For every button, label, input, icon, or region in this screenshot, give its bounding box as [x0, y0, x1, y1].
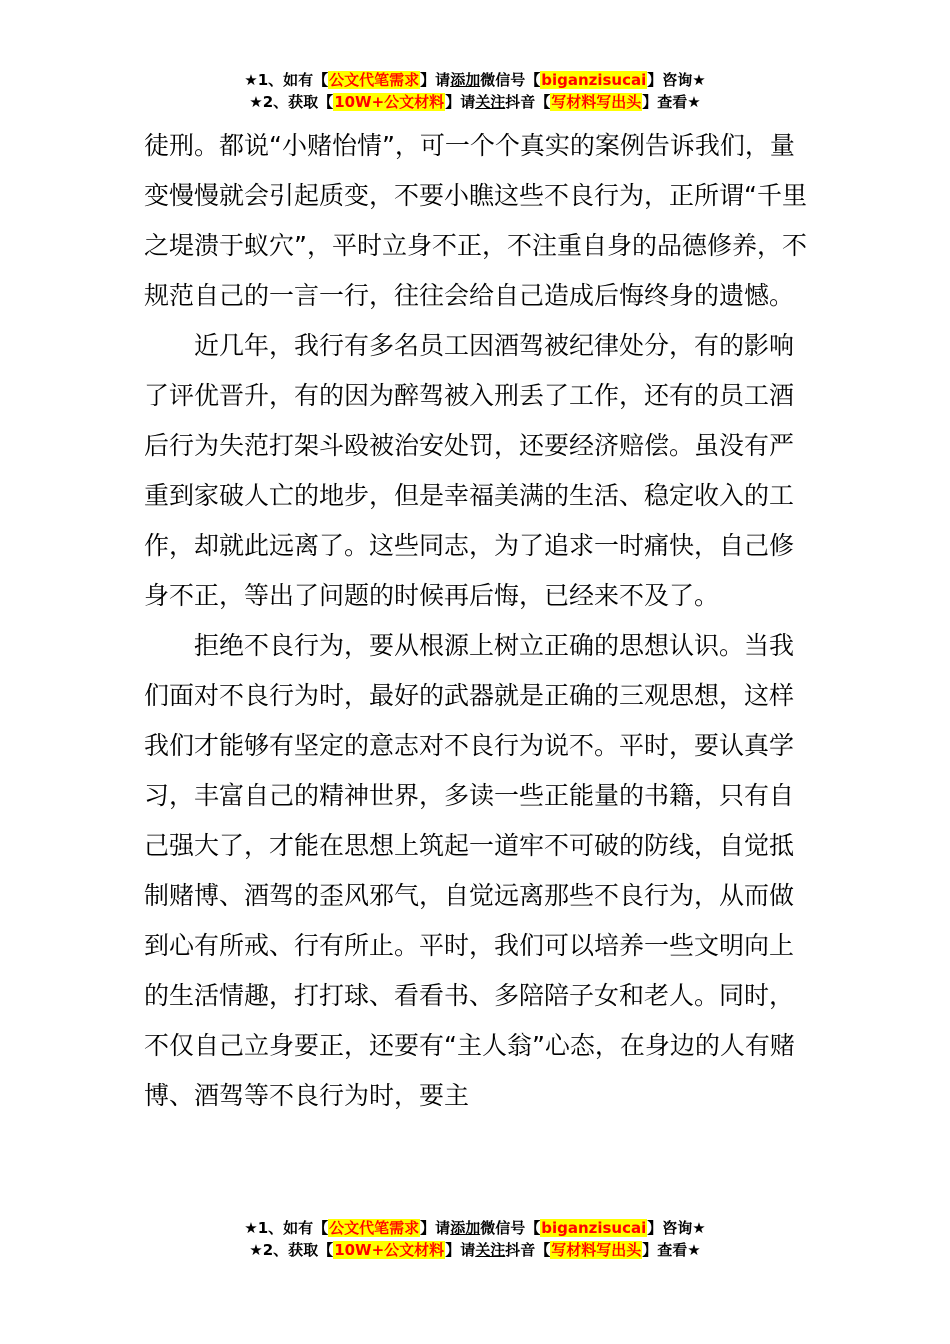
highlight-wechat-id: biganzisucai — [541, 71, 647, 89]
banner-line-1: ★1、如有【公文代笔需求】请添加微信号【biganzisucai】咨询★ — [244, 71, 706, 89]
highlight-ghostwriting: 公文代笔需求 — [329, 1219, 420, 1237]
footer-banner — [0, 1217, 950, 1261]
banner-line-2: ★2、获取【10W+公文材料】请关注抖音【写材料写出头】查看★ — [249, 1241, 701, 1259]
highlight-ghostwriting: 公文代笔需求 — [329, 71, 420, 89]
banner-line-2: ★2、获取【10W+公文材料】请关注抖音【写材料写出头】查看★ — [249, 93, 701, 111]
highlight-douyin: 写材料写出头 — [551, 93, 642, 111]
highlight-wechat-id: biganzisucai — [541, 1219, 647, 1237]
highlight-materials: 10W+公文材料 — [334, 1241, 445, 1259]
highlight-douyin: 写材料写出头 — [551, 1241, 642, 1259]
highlight-materials: 10W+公文材料 — [334, 93, 445, 111]
paragraph-3: 拒绝不良行为，要从根源上树立正确的思想认识。当我们面对不良行为时，最好的武器就是正确的三观思想，这样我们才能够有坚定的意志对不良行为说不。平时，要认真学习，丰富自己的精神世界，多读一些正能量的书籍，只有自己强大了，才能在思想上筑起一道牢不可破的防线，自觉抵制赌博、酒驾的歪风邪气，自觉远离那些不良行为，从而做到心有所戒、行有所止。平时，我们可以培养一些文明向上的生活情趣，打打球、看看书、多陪陪子女和老人。同时，不仅自己立身要正，还要有“主人翁”心态，在身边的人有赌博、酒驾等不良行为时，要主 — [144, 631, 795, 1110]
banner-line-1: ★1、如有【公文代笔需求】请添加微信号【biganzisucai】咨询★ — [244, 1219, 706, 1237]
document-body — [144, 121, 808, 1121]
header-banner — [0, 69, 950, 113]
paragraph-1: 徒刑。都说“小赌怡情”，可一个个真实的案例告诉我们，量变慢慢就会引起质变，不要小瞧这些不良行为，正所谓“千里之堤溃于蚁穴”，平时立身不正，不注重自身的品德修养，不规范自己的一言一行，往往会给自己造成后悔终身的遗憾。 — [144, 131, 807, 310]
paragraph-2: 近几年，我行有多名员工因酒驾被纪律处分，有的影响了评优晋升，有的因为醉驾被入刑丢了工作，还有的员工酒后行为失范打架斗殴被治安处罚，还要经济赔偿。虽没有严重到家破人亡的地步，但是幸福美满的生活、稳定收入的工作，却就此远离了。这些同志，为了追求一时痛快，自己修身不正，等出了问题的时候再后悔，已经来不及了。 — [144, 331, 795, 610]
